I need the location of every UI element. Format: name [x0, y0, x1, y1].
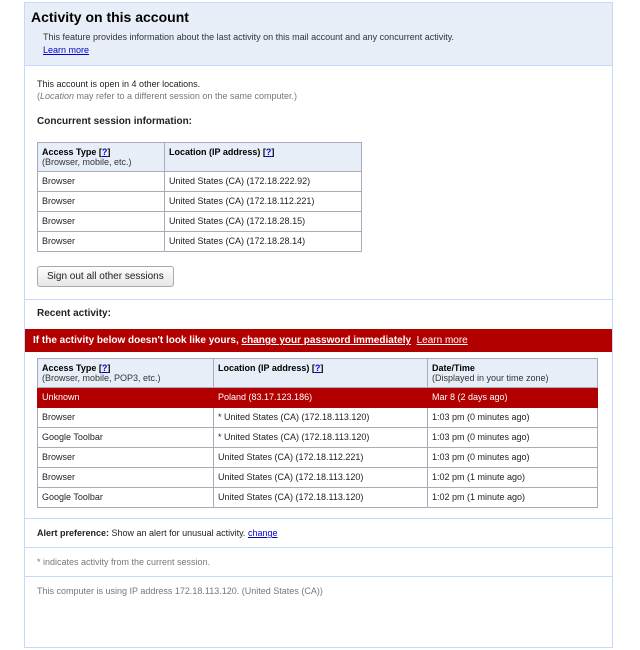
- table-row: [38, 408, 598, 428]
- sign-out-all-button[interactable]: Sign out all other sessions: [37, 266, 174, 287]
- recent-section: [25, 300, 612, 319]
- change-password-link[interactable]: change your password immediately: [241, 335, 412, 346]
- learn-more-link[interactable]: Learn more: [43, 45, 90, 55]
- col-date-time: [428, 359, 598, 388]
- table-row: [38, 192, 362, 212]
- table-row: [38, 212, 362, 232]
- description-text: This feature provides information about the last activity on this mail account and any concurrent activity.: [43, 32, 455, 42]
- col-access-type-title: Access Type [: [42, 147, 102, 157]
- access-type-cell: Google Toolbar: [38, 488, 214, 508]
- suspicious-row: [38, 388, 598, 408]
- locations-note: [37, 90, 600, 102]
- col-location-close: ]: [320, 363, 324, 373]
- access-type-help-link[interactable]: ?: [101, 147, 108, 157]
- col-access-type: [38, 359, 214, 388]
- date-time-cell: 1:03 pm (0 minutes ago): [428, 428, 598, 448]
- recent-header-row: [38, 359, 598, 388]
- access-type-cell: Google Toolbar: [38, 428, 214, 448]
- location-cell: United States (CA) (172.18.28.14): [165, 232, 362, 252]
- table-row: [38, 172, 362, 192]
- access-type-cell: Browser: [38, 172, 165, 192]
- col-access-type-close: ]: [107, 147, 111, 157]
- feature-description: [43, 31, 606, 57]
- panel-header: [25, 3, 612, 66]
- col-access-type-sub: (Browser, mobile, POP3, etc.): [42, 373, 161, 383]
- table-row: [38, 488, 598, 508]
- recent-activity-table: [37, 358, 598, 508]
- warning-banner: [25, 329, 612, 352]
- location-cell: United States (CA) (172.18.222.92): [165, 172, 362, 192]
- access-type-cell: Unknown: [38, 388, 214, 408]
- locations-note-rest: may refer to a different session on the same computer.): [74, 91, 297, 101]
- date-time-cell: 1:02 pm (1 minute ago): [428, 468, 598, 488]
- col-location: [165, 143, 362, 172]
- col-access-type: [38, 143, 165, 172]
- locations-note-open: (: [37, 91, 40, 101]
- alert-preference: [25, 519, 612, 547]
- warning-text: If the activity below doesn't look like yours,: [33, 335, 242, 346]
- recent-table-wrap: [25, 352, 612, 508]
- col-location-close: ]: [271, 147, 275, 157]
- alert-text: Show an alert for unusual activity.: [109, 528, 248, 538]
- alert-label: Alert preference:: [37, 528, 110, 538]
- col-date-time-title: Date/Time: [432, 363, 475, 373]
- col-date-time-sub: (Displayed in your time zone): [432, 373, 549, 383]
- location-cell: United States (CA) (172.18.28.15): [165, 212, 362, 232]
- access-type-cell: Browser: [38, 408, 214, 428]
- concurrent-header-row: [38, 143, 362, 172]
- concurrent-heading: Concurrent session information:: [37, 116, 193, 127]
- access-type-cell: Browser: [38, 212, 165, 232]
- location-cell: United States (CA) (172.18.112.221): [165, 192, 362, 212]
- col-access-type-sub: (Browser, mobile, etc.): [42, 157, 132, 167]
- location-cell: Poland (83.17.123.186): [214, 388, 428, 408]
- date-time-cell: 1:03 pm (0 minutes ago): [428, 408, 598, 428]
- page-title: Activity on this account: [31, 9, 189, 25]
- location-cell: * United States (CA) (172.18.113.120): [214, 408, 428, 428]
- ip-address-line: This computer is using IP address 172.18.113.120. (United States (CA)): [37, 586, 323, 596]
- location-cell: * United States (CA) (172.18.113.120): [214, 428, 428, 448]
- locations-section: [25, 66, 612, 287]
- location-cell: United States (CA) (172.18.113.120): [214, 488, 428, 508]
- date-time-cell: 1:03 pm (0 minutes ago): [428, 448, 598, 468]
- access-type-help-link[interactable]: ?: [101, 363, 108, 373]
- col-location-title: Location (IP address) [: [218, 363, 315, 373]
- location-help-link[interactable]: ?: [265, 147, 272, 157]
- locations-note-italic: Location: [40, 91, 75, 101]
- date-time-cell: 1:02 pm (1 minute ago): [428, 488, 598, 508]
- col-access-type-title: Access Type [: [42, 363, 102, 373]
- access-type-cell: Browser: [38, 468, 214, 488]
- location-cell: United States (CA) (172.18.112.221): [214, 448, 428, 468]
- table-row: [38, 428, 598, 448]
- table-row: [38, 448, 598, 468]
- location-cell: United States (CA) (172.18.113.120): [214, 468, 428, 488]
- date-time-cell: Mar 8 (2 days ago): [428, 388, 598, 408]
- col-access-type-close: ]: [107, 363, 111, 373]
- access-type-cell: Browser: [38, 448, 214, 468]
- table-row: [38, 232, 362, 252]
- locations-count: This account is open in 4 other locations.: [37, 79, 201, 89]
- table-row: [38, 468, 598, 488]
- activity-panel: [24, 2, 613, 648]
- warning-learn-more-link[interactable]: Learn more: [416, 335, 468, 346]
- access-type-cell: Browser: [38, 232, 165, 252]
- recent-heading: Recent activity:: [37, 308, 111, 319]
- col-location-title: Location (IP address) [: [169, 147, 266, 157]
- current-session-note: * indicates activity from the current session.: [37, 557, 211, 567]
- concurrent-table: [37, 142, 362, 252]
- location-help-link[interactable]: ?: [314, 363, 321, 373]
- access-type-cell: Browser: [38, 192, 165, 212]
- alert-change-link[interactable]: change: [247, 528, 278, 538]
- col-location: [214, 359, 428, 388]
